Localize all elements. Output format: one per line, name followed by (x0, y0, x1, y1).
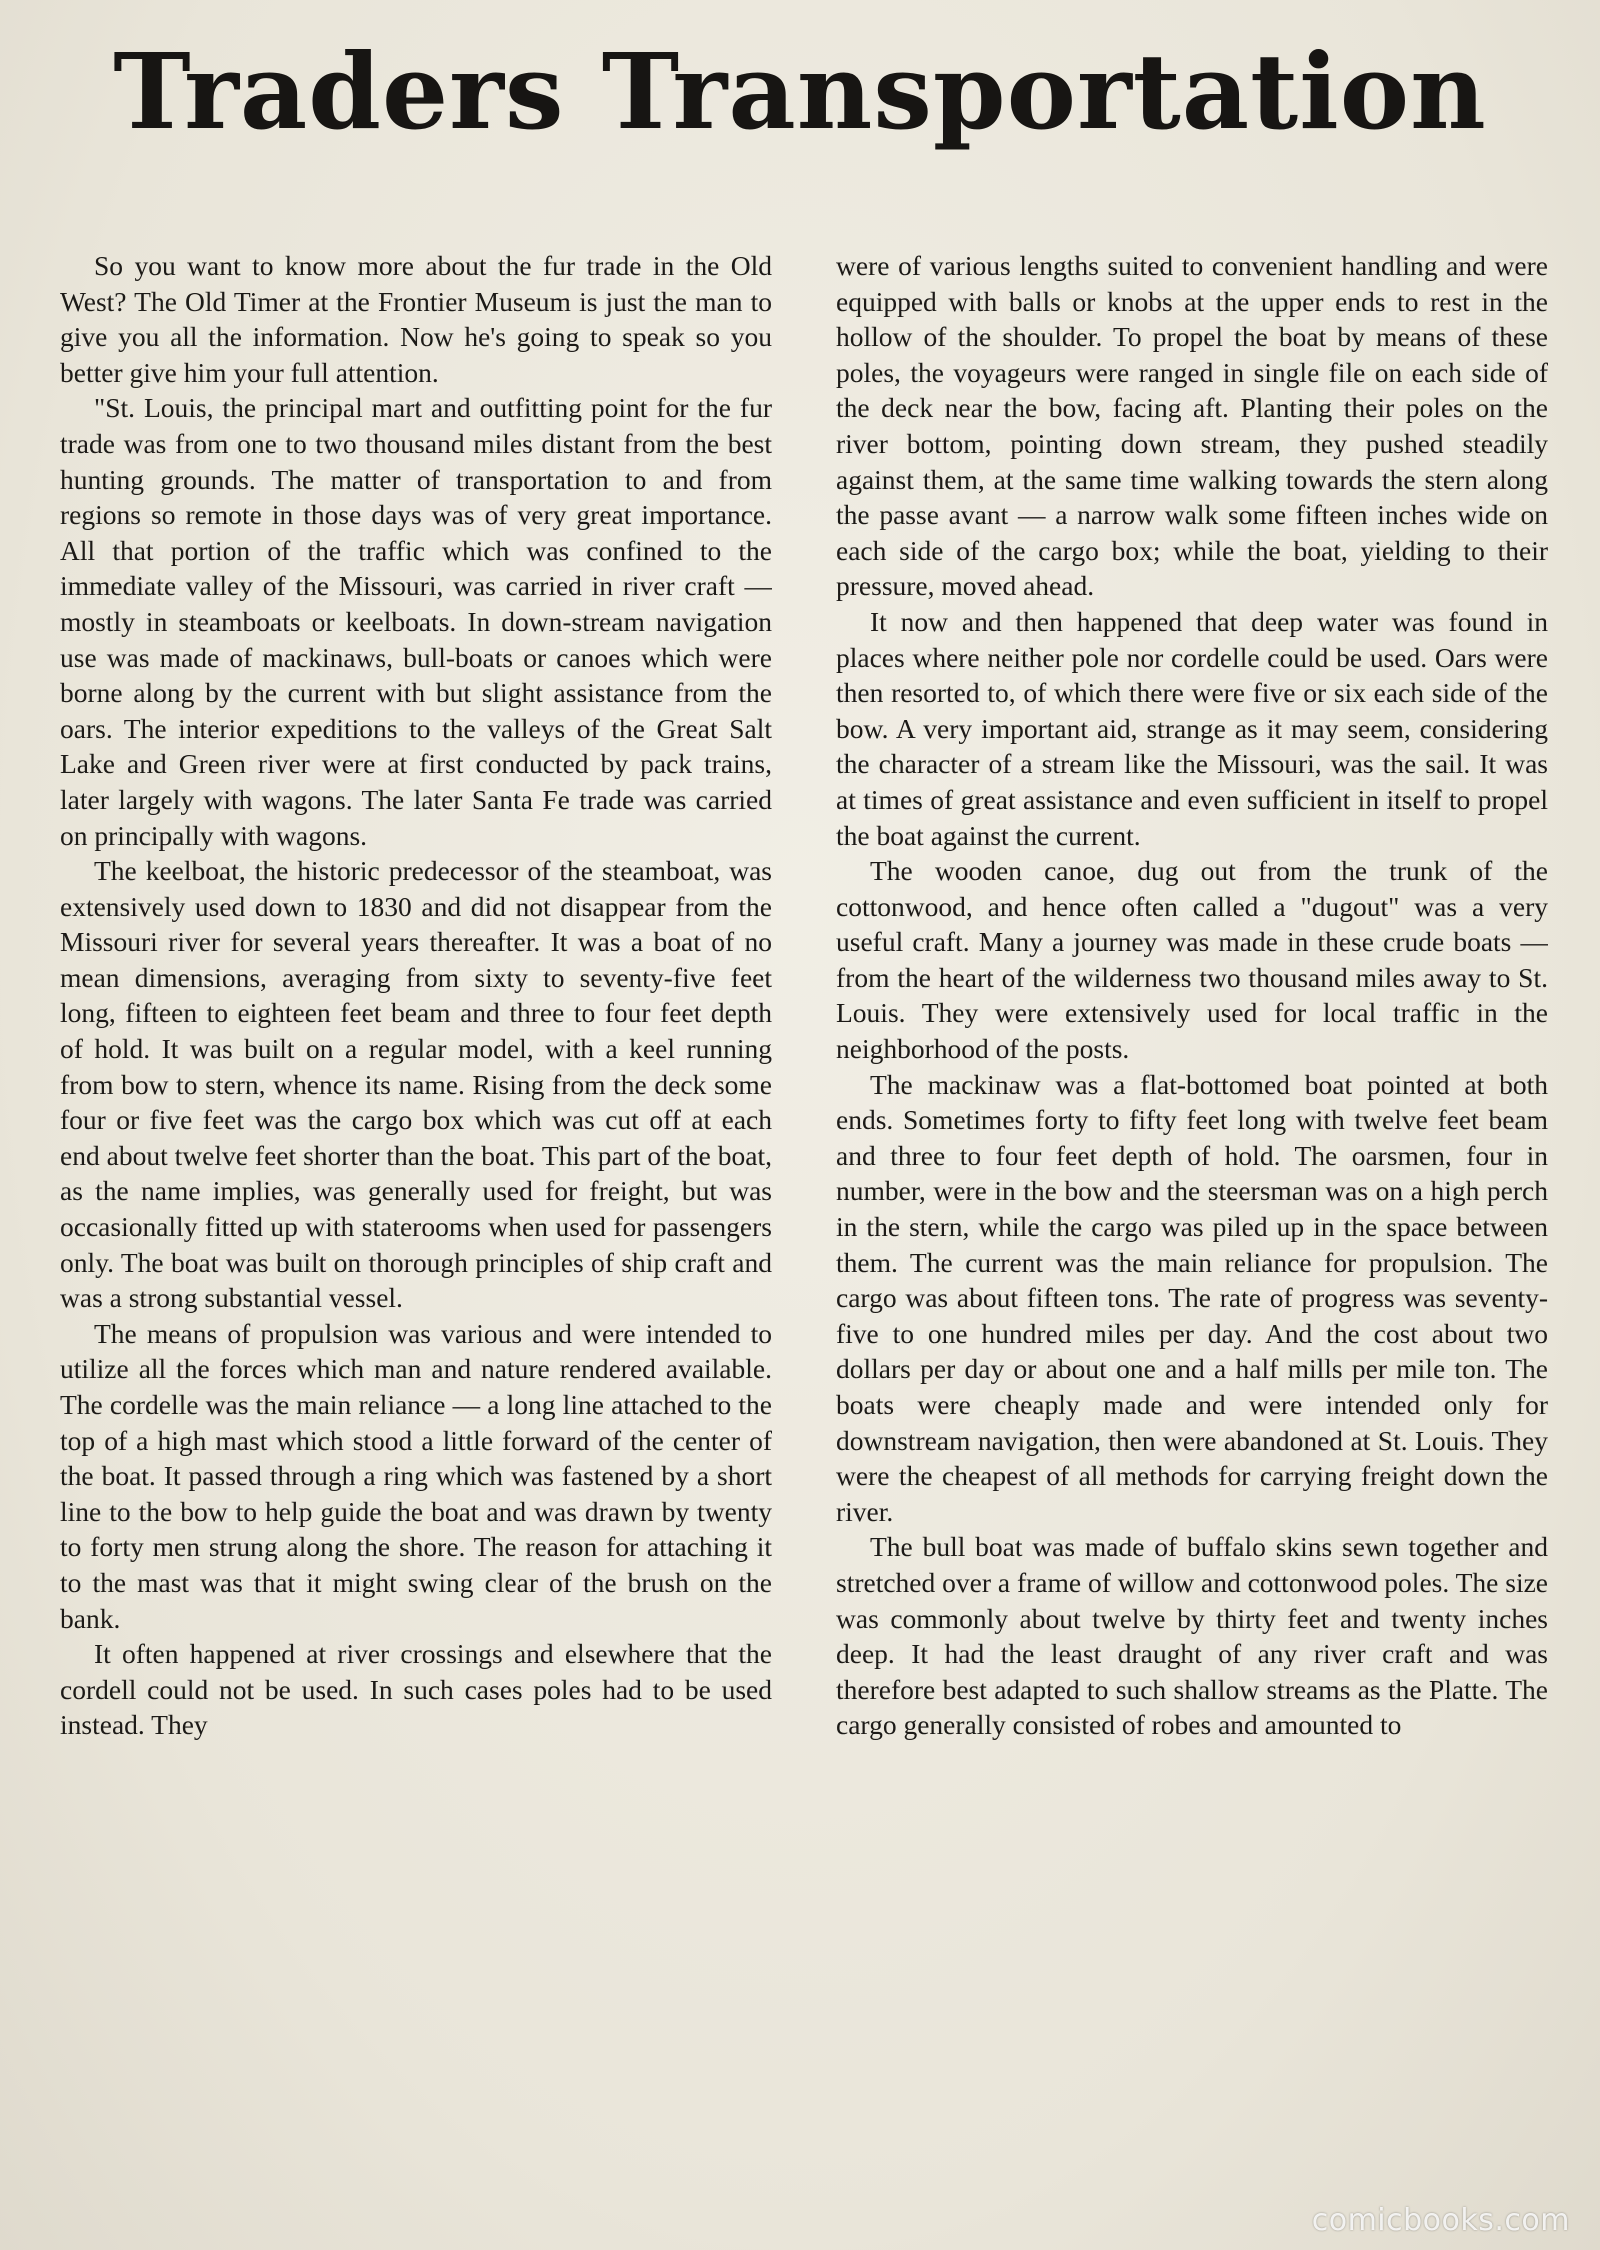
paragraph-poles-continued: were of various lengths suited to convenient handling and were equipped with balls or knobs at the upper ends to rest in the hollow of the shoulder. To propel the boat by means of these poles, the voyageurs were ranged in single file on each side of the deck near the bow, facing aft. Planting their poles on the river bottom, pointing down stream, they pushed steadily against them, at the same time walking towards the stern along the passe avant — a narrow walk some fifteen inches wide on each side of the cargo box; while the boat, yielding to their pressure, moved ahead. (836, 250, 1548, 602)
paragraph-intro: So you want to know more about the fur trade in the Old West? The Old Timer at the Frontier Museum is just the man to give you all the information. Now he's going to speak so you better give him your full attention. (60, 250, 772, 388)
article-title: Traders Transportation (113, 30, 1487, 153)
paragraph-poles: It often happened at river crossings and elsewhere that the cordell could not be used. In such cases poles had to be used instead. They (60, 1638, 772, 1741)
paragraph-mackinaw: The mackinaw was a flat-bottomed boat pointed at both ends. Sometimes forty to fifty feet long with twelve feet beam and three to four feet depth of hold. The oarsmen, four in number, were in the bow and the steersman was on a high perch in the stern, while the cargo was piled up in the space between them. The current was the main reliance for propulsion. The cargo was about fifteen tons. The rate of progress was seventy-five to one hundred miles per day. And the cost about two dollars per day or about one and a half mills per mile ton. The boats were cheaply made and were intended only for downstream navigation, then were abandoned at St. Louis. They were the cheapest of all methods for carrying freight down the river. (836, 1068, 1548, 1527)
paragraph-bull-boat: The bull boat was made of buffalo skins sewn together and stretched over a frame of willow and cottonwood poles. The size was commonly about twelve by thirty feet and twenty inches deep. It had the least draught of any river craft and was therefore best adapted to such shallow streams as the Platte. The cargo generally consisted of robes and amounted to (836, 1531, 1548, 1741)
paragraph-canoe: The wooden canoe, dug out from the trunk of the cottonwood, and hence often called a "dugout" was a very useful craft. Many a journey was made in these crude boats — from the heart of the wilderness two thousand miles away to St. Louis. They were extensively used for local traffic in the neighborhood of the posts. (836, 855, 1548, 1065)
right-column (836, 248, 1548, 2216)
left-column (60, 248, 772, 2216)
paragraph-st-louis: "St. Louis, the principal mart and outfitting point for the fur trade was from one to two thousand miles distant from the best hunting grounds. The matter of transportation to and from regions so remote in those days was of very great importance. All that portion of the traffic which was confined to the immediate valley of the Missouri, was carried in river craft — mostly in steamboats or keelboats. In down-stream navigation use was made of mackinaws, bull-boats or canoes which were borne along by the current with but slight assistance from the oars. The interior expeditions to the valleys of the Great Salt Lake and Green river were at first conducted by pack trains, later largely with wagons. The later Santa Fe trade was carried on principally with wagons. (60, 392, 772, 851)
paragraph-keelboat: The keelboat, the historic predecessor of the steamboat, was extensively used down to 1830 and did not disappear from the Missouri river for several years thereafter. It was a boat of no mean dimensions, averaging from sixty to seventy-five feet long, fifteen to eighteen feet beam and three to four feet depth of hold. It was built on a regular model, with a keel running from bow to stern, whence its name. Rising from the deck some four or five feet was the cargo box which was cut off at each end about twelve feet shorter than the boat. This part of the boat, as the name implies, was generally used for freight, but was occasionally fitted up with staterooms when used for passengers only. The boat was built on thorough principles of ship craft and was a strong substantial vessel. (60, 855, 772, 1314)
site-watermark: comicbooks.com (1311, 2203, 1570, 2238)
paragraph-propulsion: The means of propulsion was various and were intended to utilize all the forces which man and nature rendered available. The cordelle was the main reliance — a long line attached to the top of a high mast which stood a little forward of the center of the boat. It passed through a ring which was fastened by a short line to the bow to help guide the boat and was drawn by twenty to forty men strung along the shore. The reason for attaching it to the mast was that it might swing clear of the brush on the bank. (60, 1317, 772, 1634)
paragraph-oars-sail: It now and then happened that deep water was found in places where neither pole nor cordelle could be used. Oars were then resorted to, of which there were five or six each side of the bow. A very important aid, strange as it may seem, considering the character of a stream like the Missouri, was the sail. It was at times of great assistance and even sufficient in itself to propel the boat against the current. (836, 605, 1548, 851)
